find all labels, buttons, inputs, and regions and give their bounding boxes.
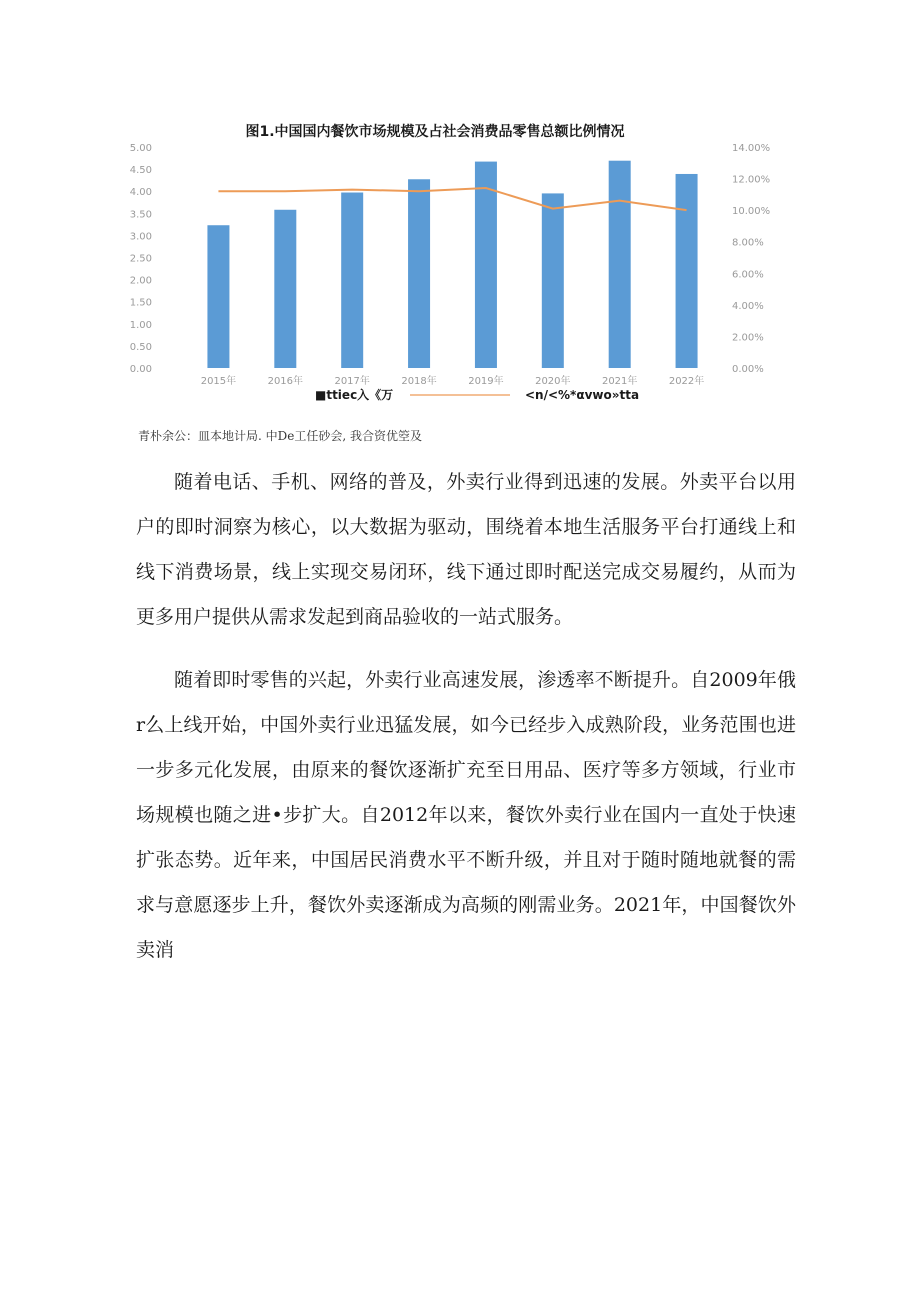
chart [120, 112, 810, 412]
y-left-tick: 4.50 [129, 165, 152, 177]
legend [315, 387, 639, 402]
source-note: 青朴余公：皿本地计局. 中De工任砂会, 我合资优箜及 [138, 429, 422, 443]
y-left-tick: 4.00 [129, 187, 152, 199]
y-left-tick: 0.00 [129, 364, 152, 375]
y-right-tick: 8.00% [732, 237, 764, 249]
bar [408, 179, 430, 368]
y-left-tick: 2.00 [129, 275, 152, 287]
bar [341, 193, 363, 368]
bar [207, 225, 229, 368]
y-left-tick: 2.50 [129, 253, 152, 265]
paragraph-1: 随着电话、手机、网络的普及，外卖行业得到迅速的发展。外卖平台以用户的即时洞察为核心，以大数据为驱动，围绕着本地生活服务平台打通线上和线下消费场景，线上实现交易闭环，线下通过即时配送完成交易履约，从而为更多用户提供从需求发起到商品验收的一站式服务。 [136, 471, 796, 628]
x-tick-label: 2020年 [535, 376, 571, 387]
x-tick-label: 2018年 [401, 376, 437, 387]
y-left-tick: 5.00 [129, 143, 152, 154]
legend-bar-label: ■ttiec入《万 [315, 388, 394, 402]
x-tick-label: 2017年 [334, 376, 370, 387]
y-left-tick: 1.00 [129, 319, 152, 331]
y-right-ticks [732, 143, 770, 375]
x-tick-label: 2015年 [200, 376, 237, 387]
y-right-tick: 12.00% [732, 174, 771, 186]
y-right-tick: 6.00% [732, 269, 764, 281]
x-tick-label: 2021年 [601, 376, 638, 387]
y-right-tick: 0.00% [732, 364, 764, 375]
x-tick-label: 2022年 [668, 376, 705, 387]
paragraph-2: 随着即时零售的兴起，外卖行业高速发展，渗透率不断提升。自2009年俄r么上线开始，中国外卖行业迅猛发展，如今已经步入成熟阶段，业务范围也进一步多元化发展，由原来的餐饮逐渐扩充至日用品、医疗等多方领域，行业市场规模也随之进•步扩大。自2012年以来，餐饮外卖行业在国内一直处于快速扩张态势。近年来，中国居民消费水平不断升级，并且对于随时随地就餐的需求与意愿逐步上升，餐饮外卖逐渐成为高频的刚需业务。2021年，中国餐饮外卖消 [136, 669, 796, 961]
bar [475, 162, 497, 368]
bar [542, 193, 564, 368]
y-left-tick: 0.50 [129, 341, 152, 353]
bar [274, 210, 296, 368]
x-tick-labels [201, 374, 705, 387]
x-tick-label: 2019年 [468, 376, 504, 387]
y-right-tick: 14.00% [732, 143, 771, 154]
y-right-tick: 4.00% [732, 300, 764, 312]
y-left-tick: 3.00 [129, 231, 152, 243]
legend-line-label: <n/<%*αvwo»tta [525, 388, 640, 402]
y-left-ticks [130, 143, 152, 375]
chart-title: 图1.中国国内餐饮市场规模及占社会消费品零售总额比例情况 [245, 124, 625, 140]
y-right-tick: 10.00% [732, 206, 771, 218]
y-right-tick: 2.00% [732, 332, 764, 344]
bar [676, 174, 698, 368]
y-left-tick: 3.50 [129, 209, 152, 221]
bar [609, 161, 631, 368]
x-tick-label: 2016年 [267, 376, 304, 387]
y-left-tick: 1.50 [129, 297, 152, 309]
